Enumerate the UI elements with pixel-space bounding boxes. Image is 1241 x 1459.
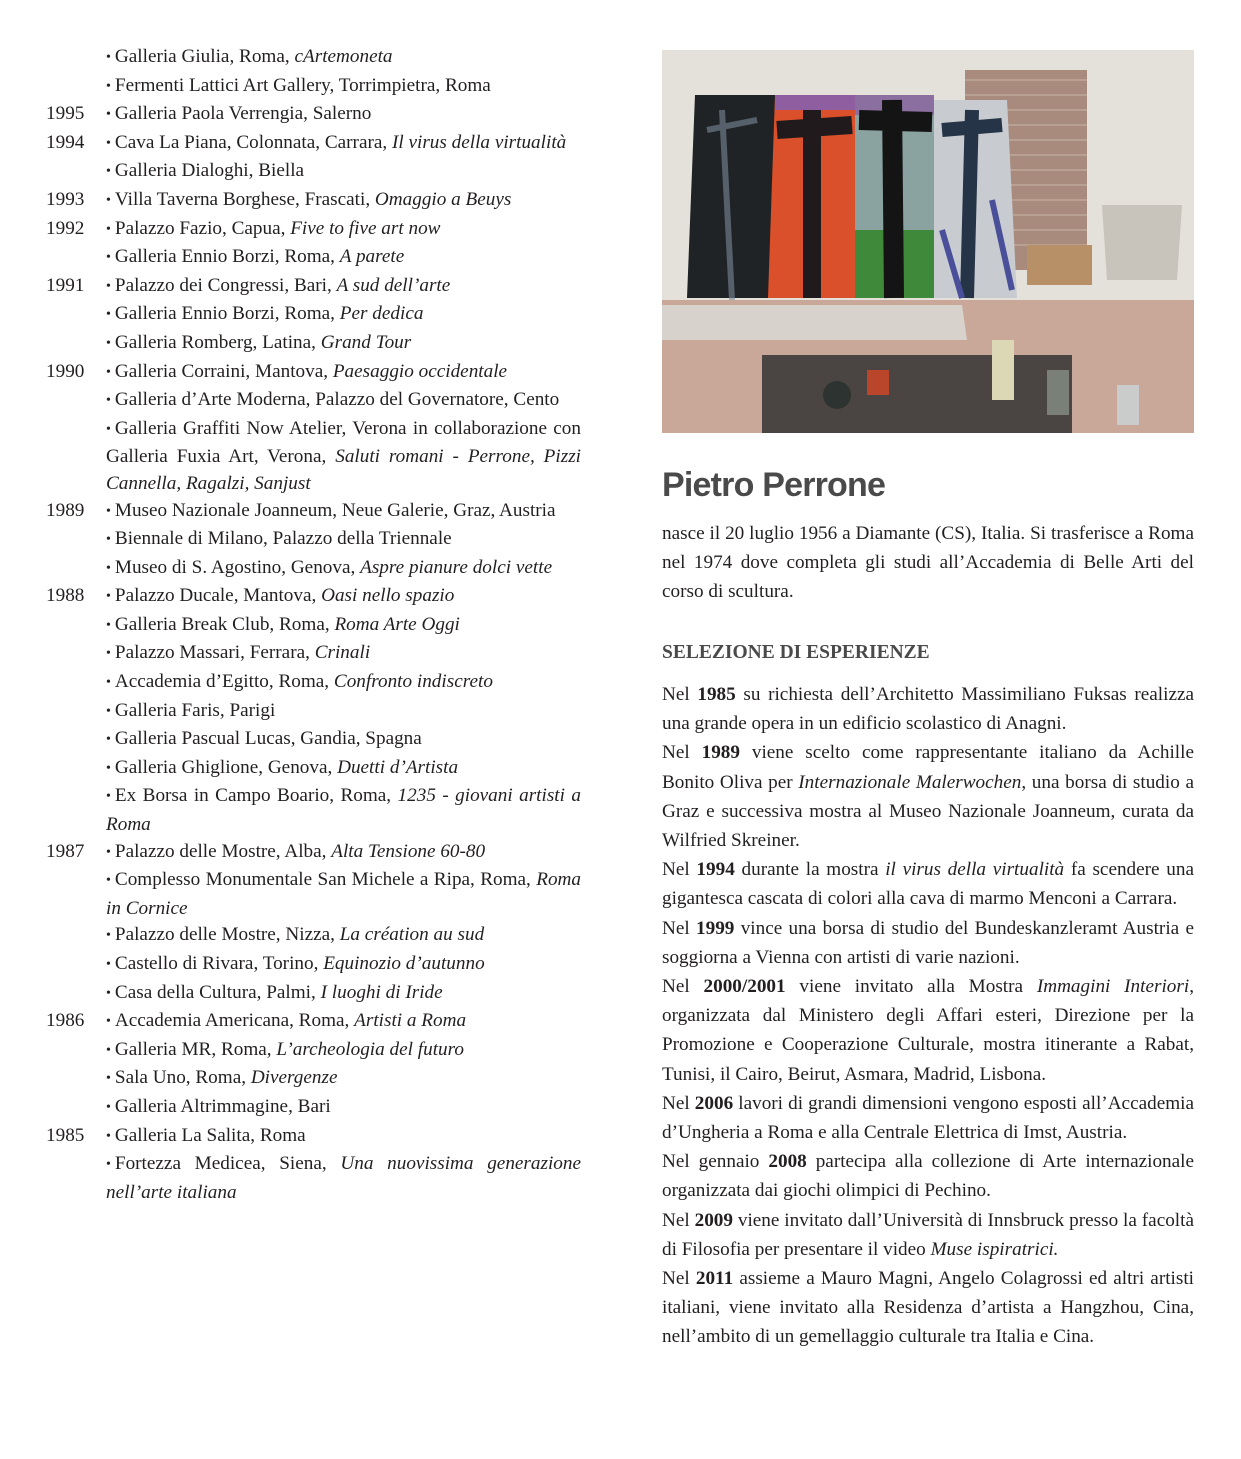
exhibition-entry — [106, 73, 581, 102]
exhibition-row — [46, 216, 581, 245]
experience-text-continued: fa scendere una gigantesca cascata di colori alla cava di marmo Menconi a Carrara. — [662, 859, 1194, 910]
exhibition-year: 1993 — [46, 188, 85, 210]
exhibition-entry — [106, 583, 581, 612]
experience-year: 1994 — [696, 859, 735, 881]
exhibition-venue: Palazzo delle Mostre, Alba, — [114, 840, 332, 862]
exhibition-entry — [106, 330, 581, 359]
exhibition-row — [46, 359, 581, 388]
exhibition-row — [46, 612, 581, 641]
exhibition-venue: Galleria Dialoghi, Biella — [114, 160, 305, 182]
experience-item — [662, 855, 1194, 913]
bullet-icon: • — [106, 393, 111, 409]
exhibition-venue: Palazzo Massari, Ferrara, — [114, 642, 315, 664]
exhibition-year: 1986 — [46, 1010, 85, 1032]
exhibition-entry — [106, 555, 581, 584]
exhibition-entry — [106, 44, 581, 73]
exhibition-row — [46, 980, 581, 1009]
exhibition-venue: Museo di S. Agostino, Genova, — [114, 556, 361, 578]
exhibition-row — [46, 867, 581, 922]
exhibition-row — [46, 187, 581, 216]
exhibition-entry — [106, 1094, 581, 1123]
exhibition-row — [46, 783, 581, 838]
exhibition-row — [46, 301, 581, 330]
exhibition-row — [46, 73, 581, 102]
exhibition-year — [46, 555, 106, 584]
exhibition-year — [46, 867, 106, 922]
exhibition-title: Divergenze — [250, 1067, 338, 1089]
exhibition-title: Alta Tensione 60-80 — [331, 840, 486, 862]
exhibition-row — [46, 555, 581, 584]
exhibition-row — [46, 330, 581, 359]
exhibition-entry — [106, 244, 581, 273]
exhibition-year — [46, 526, 106, 555]
bullet-icon: • — [106, 760, 111, 776]
exhibition-entry — [106, 158, 581, 187]
bullet-icon: • — [106, 335, 111, 351]
exhibition-title: L’archeologia del futuro — [276, 1038, 464, 1060]
exhibition-venue: Casa della Cultura, Palmi, — [114, 981, 321, 1003]
exhibition-row — [46, 387, 581, 416]
exhibition-entry — [106, 1151, 581, 1206]
exhibition-title: I luoghi di Iride — [320, 981, 443, 1003]
exhibition-entry — [106, 640, 581, 669]
exhibition-entry — [106, 498, 581, 527]
bullet-icon: • — [106, 1157, 111, 1173]
exhibition-year — [46, 1065, 106, 1094]
experience-item — [662, 1147, 1194, 1205]
exhibition-venue: Biennale di Milano, Palazzo della Triennale — [114, 528, 452, 550]
artist-bio-column — [662, 460, 1194, 1352]
exhibition-year: 1987 — [46, 840, 85, 862]
experience-year: 2009 — [694, 1209, 733, 1231]
bullet-icon: • — [106, 646, 111, 662]
bullet-icon: • — [106, 1128, 111, 1144]
exhibition-venue: Accademia d’Egitto, Roma, — [114, 671, 334, 693]
bullet-icon: • — [106, 503, 111, 519]
experience-title: Muse ispiratrici. — [930, 1238, 1059, 1260]
exhibition-venue: Fortezza Medicea, Siena, — [114, 1153, 341, 1175]
exhibition-year — [46, 640, 106, 669]
exhibition-entry — [106, 273, 581, 302]
exhibition-venue: Palazzo Ducale, Mantova, — [114, 585, 322, 607]
studio-photo-illustration — [662, 50, 1194, 433]
experience-text: su richiesta dell’Architetto Massimiliano Fuksas realizza una grande opera in un edificio scolastico di Anagni. — [662, 684, 1194, 735]
exhibition-venue: Palazzo dei Congressi, Bari, — [114, 274, 337, 296]
exhibition-year — [46, 726, 106, 755]
exhibition-venue: Galleria Giulia, Roma, — [114, 46, 295, 67]
exhibition-title: Per dedica — [339, 303, 424, 325]
exhibition-venue: Sala Uno, Roma, — [114, 1067, 251, 1089]
experience-item — [662, 1206, 1194, 1264]
exhibition-entry — [106, 187, 581, 216]
exhibition-year — [46, 612, 106, 641]
experience-prefix: Nel — [662, 1092, 695, 1114]
exhibition-entry — [106, 301, 581, 330]
exhibition-venue: Galleria Corraini, Mantova, — [114, 360, 333, 382]
exhibition-entry — [106, 839, 581, 868]
exhibition-row — [46, 1065, 581, 1094]
exhibition-row — [46, 669, 581, 698]
bullet-icon: • — [106, 278, 111, 294]
experience-text: partecipa alla collezione di Arte internazionale organizzata dai giochi olimpici di Pechino. — [662, 1151, 1194, 1202]
exhibition-entry — [106, 922, 581, 951]
exhibition-title: Five to five art now — [290, 217, 441, 239]
exhibition-year: 1988 — [46, 585, 85, 607]
exhibition-title: Paesaggio occidentale — [332, 360, 508, 382]
exhibition-entry — [106, 359, 581, 388]
exhibition-venue: Galleria Break Club, Roma, — [114, 613, 335, 635]
exhibition-title: Equinozio d’autunno — [323, 953, 485, 974]
studio-photo — [662, 50, 1194, 433]
exhibition-row — [46, 1008, 581, 1037]
bullet-icon: • — [106, 78, 111, 94]
experience-prefix: Nel — [662, 684, 698, 705]
exhibition-row — [46, 526, 581, 555]
exhibition-title: Duetti d’Artista — [337, 756, 459, 778]
bullet-icon: • — [106, 135, 111, 151]
experience-year: 1989 — [701, 742, 740, 764]
experience-year: 2011 — [695, 1268, 734, 1290]
experiences-list — [662, 680, 1194, 1352]
exhibition-year: 1990 — [46, 360, 85, 382]
experience-item — [662, 914, 1194, 972]
exhibition-year: 1991 — [46, 274, 85, 296]
exhibition-venue: Galleria Paola Verrengia, Salerno — [114, 103, 372, 125]
exhibition-row — [46, 158, 581, 187]
exhibition-row — [46, 244, 581, 273]
exhibition-entry — [106, 416, 581, 498]
exhibition-entry — [106, 980, 581, 1009]
exhibition-title: La création au sud — [339, 924, 485, 946]
bullet-icon: • — [106, 789, 111, 805]
exhibition-venue: Galleria Ennio Borzi, Roma, — [114, 246, 340, 268]
exhibition-title: Oasi nello spazio — [321, 585, 455, 607]
experience-prefix: Nel — [662, 976, 704, 998]
bullet-icon: • — [106, 928, 111, 944]
experience-prefix: Nel — [662, 917, 697, 939]
exhibition-venue: Galleria d’Arte Moderna, Palazzo del Governatore, Cento — [114, 389, 560, 411]
exhibition-row — [46, 1123, 581, 1152]
experience-year: 2000/2001 — [703, 976, 786, 998]
exhibition-entry — [106, 1065, 581, 1094]
exhibition-year: 1994 — [46, 131, 85, 153]
exhibition-title: Grand Tour — [320, 331, 412, 353]
exhibition-row — [46, 101, 581, 130]
exhibition-year — [46, 244, 106, 273]
experience-text-continued: , organizzata dal Ministero degli Affari esteri, Direzione per la Promozione e Cooperazione Culturale, mostra itinerante a Rabat, Tunisi, il Cairo, Beirut, Asmara, Madrid, Lisbona. — [662, 976, 1194, 1085]
exhibition-venue: Galleria Ennio Borzi, Roma, — [114, 303, 340, 325]
experience-text: durante la mostra — [734, 859, 886, 881]
exhibition-row — [46, 726, 581, 755]
exhibition-year — [46, 416, 106, 498]
exhibition-row — [46, 416, 581, 498]
exhibition-entry — [106, 755, 581, 784]
exhibition-year — [46, 980, 106, 1009]
exhibition-row — [46, 583, 581, 612]
exhibition-venue: Galleria Faris, Parigi — [114, 699, 276, 721]
experience-title: il virus della virtualità — [885, 859, 1065, 881]
exhibition-row — [46, 755, 581, 784]
experience-item — [662, 972, 1194, 1089]
exhibition-row — [46, 273, 581, 302]
bullet-icon: • — [106, 617, 111, 633]
bullet-icon: • — [106, 560, 111, 576]
exhibition-entry — [106, 1008, 581, 1037]
exhibition-venue: Complesso Monumentale San Michele a Ripa, Roma, — [114, 869, 537, 891]
bullet-icon: • — [106, 1071, 111, 1087]
exhibition-row — [46, 130, 581, 159]
exhibition-year — [46, 387, 106, 416]
exhibition-entry — [106, 726, 581, 755]
exhibition-venue: Accademia Americana, Roma, — [114, 1010, 355, 1032]
exhibition-year: 1985 — [46, 1124, 85, 1146]
experience-title: Immagini Interiori — [1036, 976, 1190, 998]
exhibition-title: cArtemoneta — [294, 46, 393, 67]
exhibition-row — [46, 1037, 581, 1066]
exhibition-title: Roma Arte Oggi — [334, 613, 460, 635]
experience-item — [662, 1264, 1194, 1352]
exhibition-venue: Galleria Altrimmagine, Bari — [114, 1095, 331, 1117]
experience-prefix: Nel — [662, 1268, 696, 1290]
exhibition-title: Artisti a Roma — [354, 1010, 467, 1032]
experience-prefix: Nel — [662, 742, 702, 764]
exhibition-venue: Galleria Ghiglione, Genova, — [114, 756, 338, 778]
exhibition-year — [46, 1037, 106, 1066]
exhibition-row — [46, 640, 581, 669]
exhibition-year: 1989 — [46, 499, 85, 521]
exhibition-venue: Galleria Romberg, Latina, — [114, 331, 321, 353]
artist-bio: nasce il 20 luglio 1956 a Diamante (CS), Italia. Si trasferisce a Roma nel 1974 dove completa gli studi all’Accademia di Belle Arti del corso di scultura. — [662, 523, 1194, 602]
experience-prefix: Nel — [662, 859, 697, 881]
exhibition-title: Saluti romani - Perrone, Pizzi Cannella, Ragalzi, Sanjust — [106, 446, 581, 494]
experience-text: lavori di grandi dimensioni vengono esposti all’Accademia d’Ungheria a Roma e alla Centrale Elettrica di Imst, Austria. — [662, 1092, 1194, 1144]
exhibition-row — [46, 1094, 581, 1123]
exhibition-title: A parete — [339, 246, 405, 268]
exhibition-entry — [106, 130, 581, 159]
experience-text: viene scelto come rappresentante italiano da Achille Bonito Oliva per — [662, 742, 1194, 793]
exhibition-entry — [106, 951, 581, 980]
bullet-icon: • — [106, 221, 111, 237]
bullet-icon: • — [106, 250, 111, 266]
exhibition-title: 1235 - giovani artisti a Roma — [106, 785, 581, 836]
bullet-icon: • — [106, 844, 111, 860]
experience-text-continued: , una borsa di studio a Graz e successiva mostra al Museo Nazionale Joanneum, curata da Wilfried Skreiner. — [662, 771, 1194, 852]
experience-prefix: Nel — [662, 1209, 695, 1231]
exhibition-year — [46, 1094, 106, 1123]
exhibition-venue: Ex Borsa in Campo Boario, Roma, — [114, 785, 398, 807]
bullet-icon: • — [106, 985, 111, 1001]
bullet-icon: • — [106, 589, 111, 605]
exhibition-row — [46, 498, 581, 527]
bullet-icon: • — [106, 957, 111, 972]
exhibition-venue: Galleria La Salita, Roma — [114, 1124, 306, 1146]
experience-title: Internazionale Malerwochen — [798, 771, 1022, 793]
bullet-icon: • — [106, 50, 111, 65]
exhibition-entry — [106, 867, 581, 922]
exhibition-entry — [106, 387, 581, 416]
exhibition-entry — [106, 783, 581, 838]
exhibition-venue: Galleria Pascual Lucas, Gandia, Spagna — [114, 728, 422, 750]
exhibition-year — [46, 922, 106, 951]
bullet-icon: • — [106, 703, 111, 719]
exhibition-venue: Cava La Piana, Colonnata, Carrara, — [114, 131, 392, 153]
exhibition-venue: Galleria MR, Roma, — [114, 1038, 277, 1060]
bullet-icon: • — [106, 1042, 111, 1058]
bullet-icon: • — [106, 421, 111, 437]
exhibition-year — [46, 301, 106, 330]
exhibition-row — [46, 922, 581, 951]
exhibition-row — [46, 698, 581, 727]
exhibition-venue: Villa Taverna Borghese, Frascati, — [114, 188, 375, 210]
exhibition-entry — [106, 101, 581, 130]
bullet-icon: • — [106, 1014, 111, 1030]
exhibition-venue: Palazzo delle Mostre, Nizza, — [114, 924, 340, 946]
bullet-icon: • — [106, 364, 111, 380]
experience-prefix: Nel gennaio — [662, 1151, 769, 1173]
exhibition-entry — [106, 526, 581, 555]
exhibition-title: Il virus della virtualità — [391, 131, 567, 153]
section-title-experiences: SELEZIONE DI ESPERIENZE — [662, 642, 930, 663]
experience-item — [662, 738, 1194, 855]
experience-year: 2006 — [694, 1092, 734, 1114]
experience-text: viene invitato alla Mostra — [785, 976, 1037, 998]
exhibition-venue: Galleria Graffiti Now Atelier, Verona in collaborazione con Galleria Fuxia Art, Verona, — [106, 417, 581, 468]
exhibitions-list — [46, 44, 581, 1206]
bullet-icon: • — [106, 732, 111, 748]
exhibition-entry — [106, 612, 581, 641]
exhibition-year — [46, 951, 106, 980]
exhibition-year — [46, 158, 106, 187]
exhibition-year: 1992 — [46, 217, 85, 239]
artist-name-heading: Pietro Perrone — [662, 466, 886, 504]
bullet-icon: • — [106, 107, 111, 123]
exhibition-entry — [106, 669, 581, 698]
experience-year: 2008 — [768, 1151, 807, 1173]
exhibition-title: Una nuovissima generazione nell’arte italiana — [106, 1153, 581, 1203]
exhibition-title: Roma in Cornice — [106, 869, 581, 919]
exhibition-venue: Palazzo Fazio, Capua, — [114, 217, 291, 239]
experience-text: viene invitato dall’Università di Innsbruck presso la facoltà di Filosofia per presentare il video — [662, 1209, 1194, 1260]
exhibition-year — [46, 44, 106, 73]
exhibition-year — [46, 669, 106, 698]
exhibition-year — [46, 755, 106, 784]
bullet-icon: • — [106, 873, 111, 889]
exhibition-year — [46, 73, 106, 102]
exhibition-year: 1995 — [46, 103, 85, 125]
exhibition-title: Omaggio a Beuys — [374, 188, 512, 210]
exhibition-entry — [106, 216, 581, 245]
experience-item — [662, 1089, 1194, 1147]
bullet-icon: • — [106, 532, 111, 548]
experience-text: assieme a Mauro Magni, Angelo Colagrossi ed altri artisti italiani, viene invitato alla Residenza d’artista a Hangzhou, Cina, nell’ambito di un gemellaggio culturale tra Italia e Cina. — [662, 1268, 1194, 1348]
exhibition-year — [46, 783, 106, 838]
exhibition-year — [46, 330, 106, 359]
exhibition-venue: Fermenti Lattici Art Gallery, Torrimpietra, Roma — [114, 74, 491, 96]
exhibition-row — [46, 44, 581, 73]
exhibition-entry — [106, 1123, 581, 1152]
bullet-icon: • — [106, 192, 111, 208]
exhibition-title: A sud dell’arte — [336, 274, 451, 296]
exhibition-entry — [106, 1037, 581, 1066]
exhibition-year — [46, 1151, 106, 1206]
bullet-icon: • — [106, 675, 111, 691]
exhibition-row — [46, 1151, 581, 1206]
exhibition-row — [46, 951, 581, 980]
exhibition-entry — [106, 698, 581, 727]
exhibition-title: Aspre pianure dolci vette — [360, 556, 553, 578]
experience-year: 1999 — [696, 917, 735, 939]
exhibition-year — [46, 698, 106, 727]
exhibition-venue: Castello di Rivara, Torino, — [114, 953, 324, 974]
experience-item — [662, 680, 1194, 738]
exhibition-venue: Museo Nazionale Joanneum, Neue Galerie, Graz, Austria — [114, 499, 556, 521]
bullet-icon: • — [106, 1099, 111, 1115]
exhibition-title: Confronto indiscreto — [333, 671, 493, 693]
bullet-icon: • — [106, 307, 111, 323]
experience-text: vince una borsa di studio del Bundeskanzleramt Austria e soggiorna a Vienna con artisti di varie nazioni. — [662, 917, 1194, 968]
bullet-icon: • — [106, 164, 111, 180]
exhibition-title: Crinali — [314, 642, 371, 664]
exhibition-row — [46, 839, 581, 868]
experience-year: 1985 — [697, 684, 736, 705]
